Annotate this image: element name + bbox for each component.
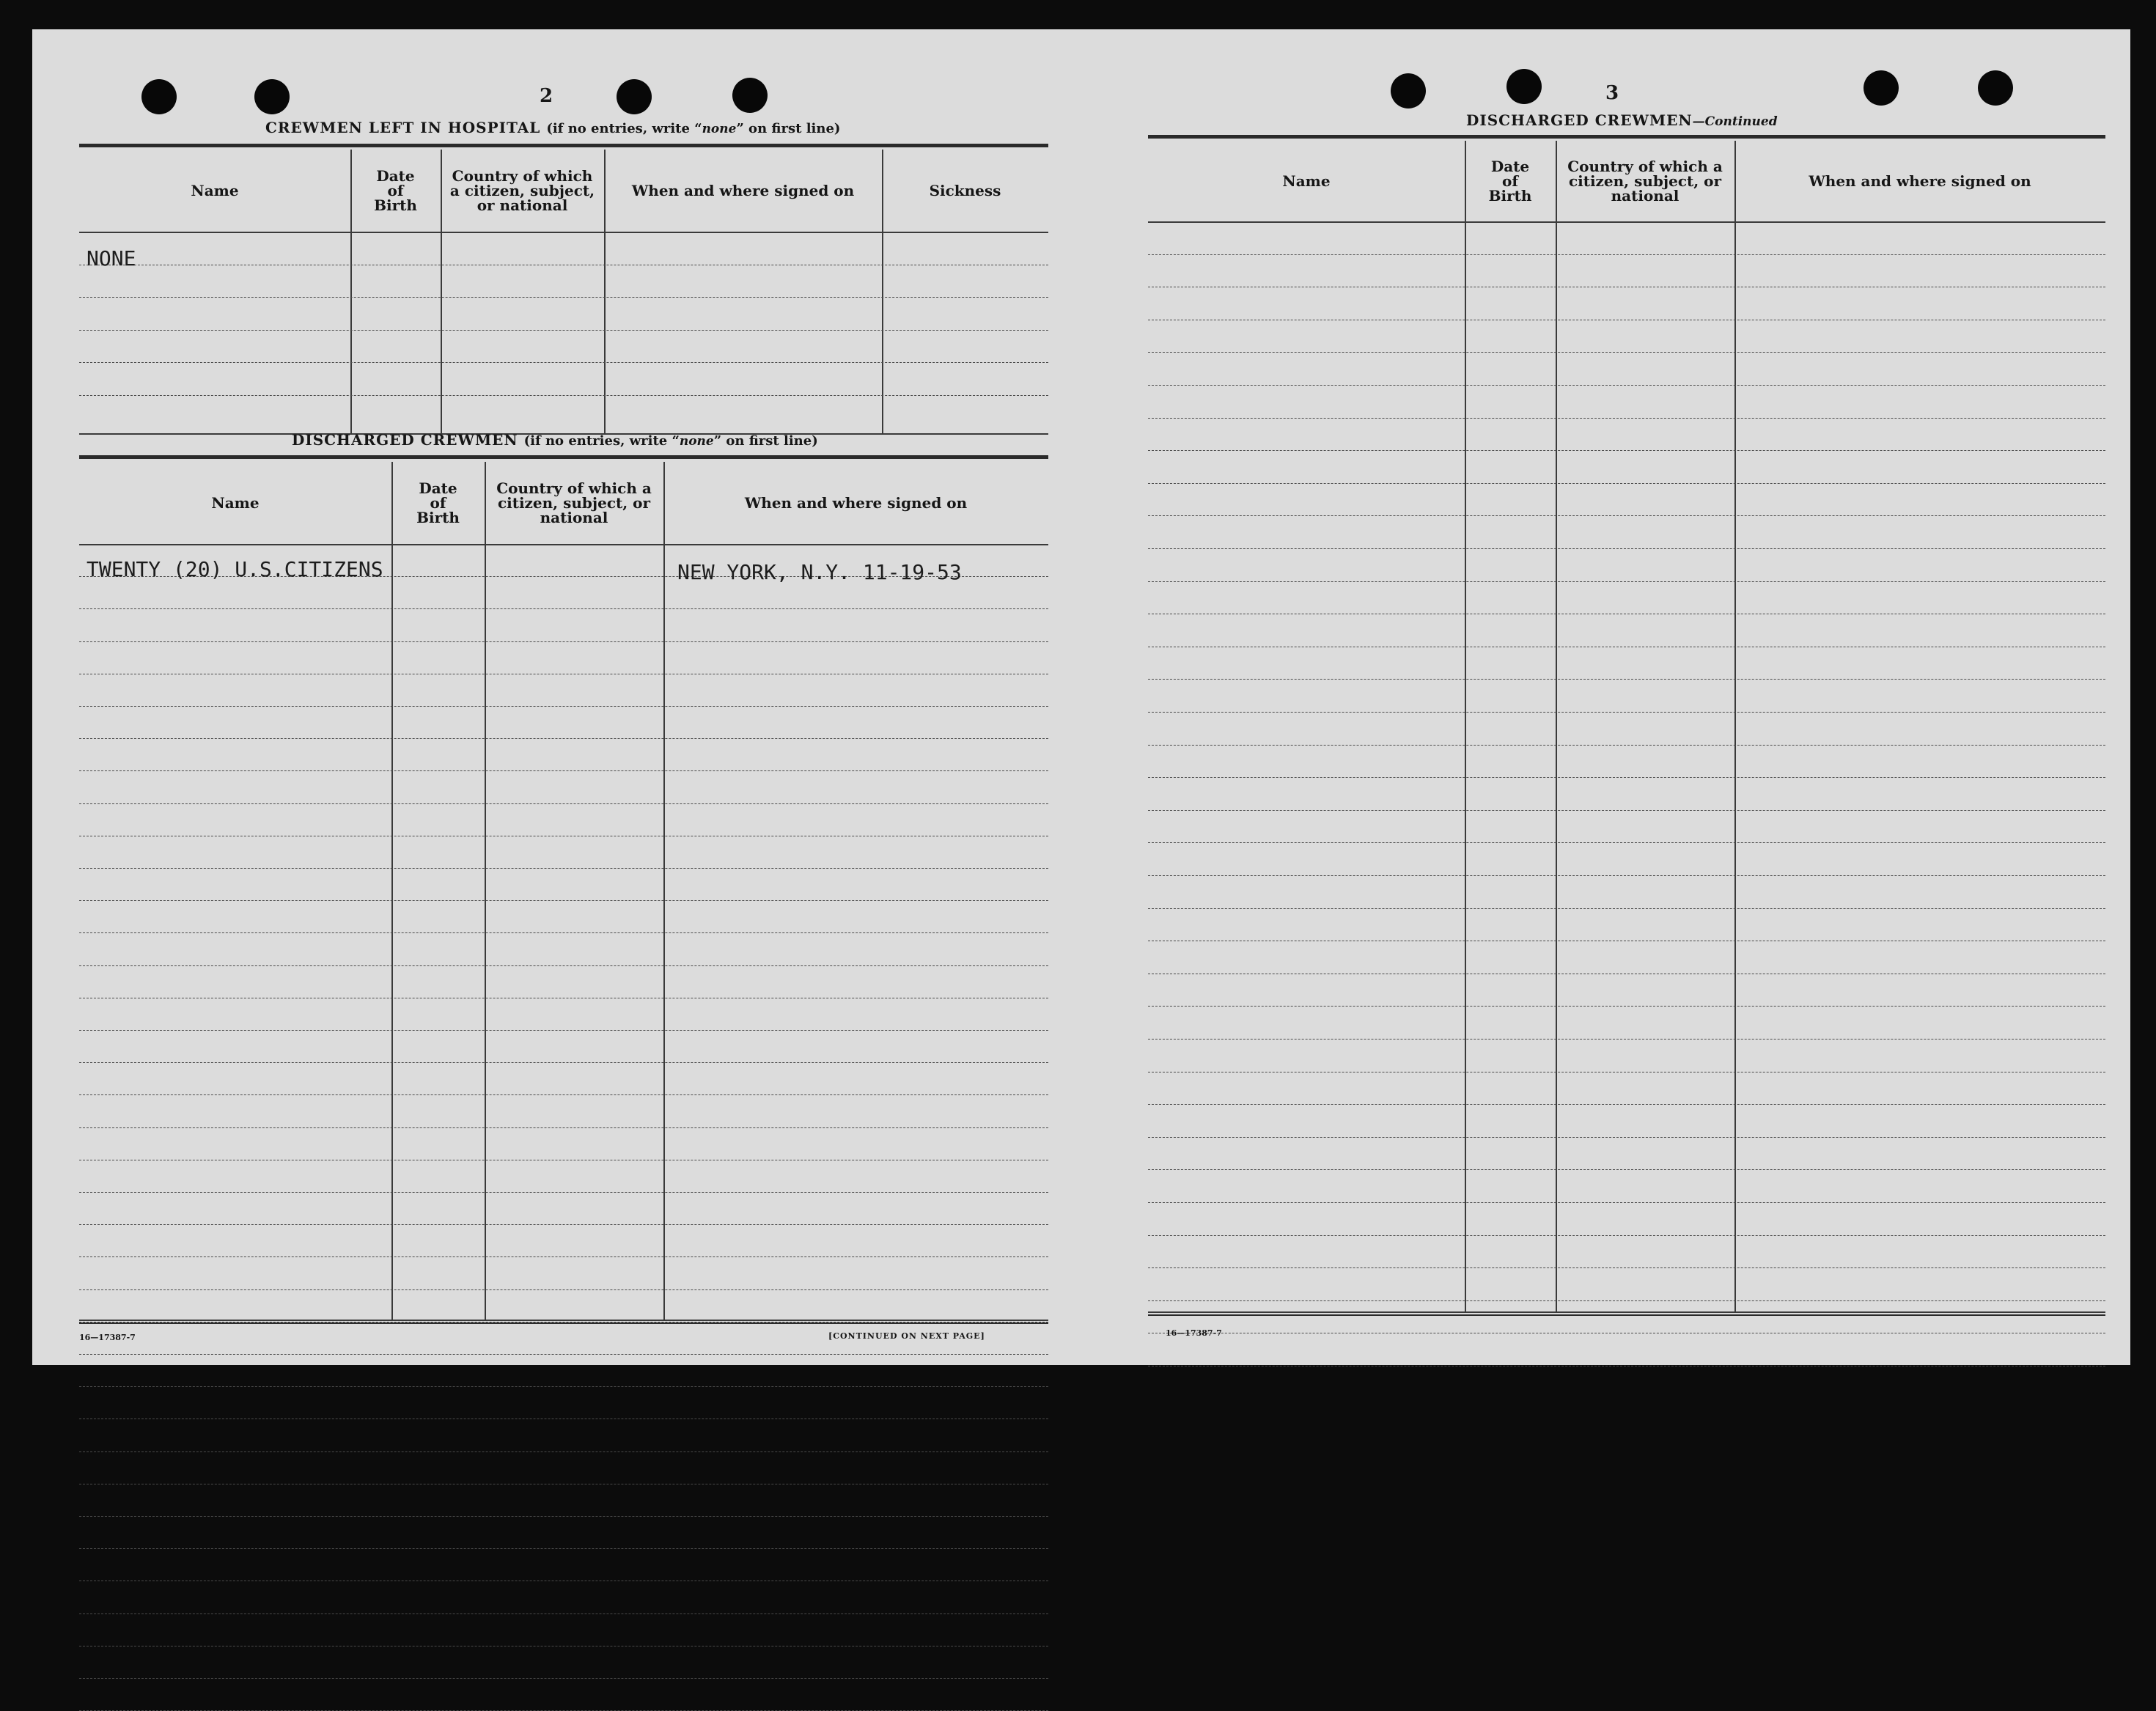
ruled-row-line [79, 803, 1048, 804]
header-date-of-birth: Date of Birth [374, 167, 417, 214]
punch-hole [254, 79, 290, 114]
ruled-row-line [79, 1192, 1048, 1193]
ruled-row-line [79, 1030, 1048, 1031]
header-name: Name [211, 494, 260, 512]
ruled-row-line [79, 1678, 1048, 1679]
ruled-row-line [1148, 1235, 2105, 1236]
ruled-row-line [1148, 842, 2105, 843]
discharged-top-rule [79, 455, 1048, 459]
ruled-row-line [79, 1548, 1048, 1549]
ruled-row-line [79, 738, 1048, 739]
ruled-row-line [1148, 548, 2105, 549]
ruled-row-line [1148, 418, 2105, 419]
hospital-section-title [265, 119, 840, 136]
right-section-title [1466, 111, 1778, 129]
right-bottom-rule [1148, 1314, 2105, 1316]
ruled-row-line [79, 297, 1048, 298]
punch-hole [1391, 73, 1426, 108]
discharged-table [79, 462, 1048, 1321]
ruled-row-line [1148, 875, 2105, 876]
column-divider [1465, 141, 1466, 1311]
header-date-of-birth: Date of Birth [416, 479, 460, 526]
ruled-row-line [79, 608, 1048, 609]
header-name: Name [191, 182, 239, 199]
discharged-section-title [292, 431, 818, 449]
discharged-title-text: DISCHARGED CREWMEN [292, 431, 518, 449]
instruction-text: ” on first line) [713, 433, 818, 449]
discharged-instruction [524, 433, 818, 449]
ruled-row-line [79, 1451, 1048, 1452]
ruled-row-line [1148, 908, 2105, 909]
ruled-row-line [79, 641, 1048, 642]
ruled-row-line [1148, 777, 2105, 778]
header-country: Country of which a citizen, subject, or national [449, 167, 595, 214]
punch-hole [617, 79, 652, 114]
hospital-instruction [546, 121, 840, 136]
header-date-of-birth: Date of Birth [1488, 158, 1532, 205]
ruled-row-line [1148, 1169, 2105, 1170]
ruled-row-line [79, 932, 1048, 933]
ruled-row-line [79, 1094, 1048, 1095]
ruled-row-line [79, 1256, 1048, 1257]
ruled-row-line [79, 868, 1048, 869]
page-number-left: 2 [540, 85, 553, 107]
right-title-suffix: —Continued [1692, 114, 1778, 129]
column-divider [1556, 141, 1557, 1311]
ruled-row-line [1148, 712, 2105, 713]
ruled-row-line [1148, 1137, 2105, 1138]
discharged-bottom-rule [79, 1322, 1048, 1324]
ruled-row-line [1148, 679, 2105, 680]
right-top-rule [1148, 135, 2105, 139]
ruled-row-line [1148, 254, 2105, 255]
header-signed-on: When and where signed on [631, 182, 855, 199]
punch-hole [1863, 70, 1899, 106]
ruled-row-line [79, 395, 1048, 396]
ruled-row-line [79, 1127, 1048, 1128]
punch-hole [141, 79, 177, 114]
punch-hole [1506, 69, 1542, 104]
header-signed-on: When and where signed on [1809, 172, 2031, 190]
ruled-row-line [79, 900, 1048, 901]
ruled-row-line [1148, 1300, 2105, 1301]
ruled-row-line [79, 362, 1048, 363]
ruled-row-line [79, 1062, 1048, 1063]
manifest-sheet [32, 29, 2130, 1365]
ruled-row-line [79, 770, 1048, 771]
ruled-row-line [79, 1224, 1048, 1225]
ruled-row-line [79, 1354, 1048, 1355]
right-discharged-table [1148, 141, 2105, 1313]
header-signed-on: When and where signed on [744, 494, 968, 512]
header-country: Country of which a citizen, subject, or national [496, 479, 652, 526]
ruled-row-line [1148, 483, 2105, 484]
right-title-text: DISCHARGED CREWMEN [1466, 111, 1693, 129]
hospital-table [79, 150, 1048, 435]
punch-hole [732, 78, 768, 113]
instruction-text: ” on first line) [736, 121, 841, 136]
ruled-row-line [1148, 745, 2105, 746]
ruled-row-line [1148, 1104, 2105, 1105]
ruled-row-line [79, 1386, 1048, 1387]
header-name: Name [1282, 172, 1331, 190]
instruction-emphasis: none [702, 122, 737, 136]
ruled-row-line [1148, 515, 2105, 516]
column-divider [663, 462, 665, 1320]
form-number-right: 16—17387-7 [1166, 1328, 1222, 1338]
instruction-emphasis: none [679, 434, 714, 449]
discharged-entry-name: TWENTY (20) U.S.CITIZENS [87, 557, 383, 581]
instruction-text: (if no entries, write “ [546, 121, 702, 136]
hospital-entry-name: NONE [87, 246, 136, 271]
punch-hole [1978, 70, 2013, 106]
hospital-top-rule [79, 144, 1048, 147]
column-divider [1734, 141, 1736, 1311]
column-divider [485, 462, 486, 1320]
ruled-row-line [1148, 1202, 2105, 1203]
ruled-row-line [1148, 1267, 2105, 1268]
column-divider [391, 462, 393, 1320]
ruled-row-line [1148, 352, 2105, 353]
form-number-left: 16—17387-7 [79, 1333, 136, 1342]
ruled-row-line [79, 330, 1048, 331]
continued-note: [CONTINUED ON NEXT PAGE] [828, 1331, 985, 1341]
ruled-row-line [1148, 1039, 2105, 1040]
header-country: Country of which a citizen, subject, or national [1567, 158, 1723, 205]
ruled-row-line [79, 965, 1048, 966]
header-sickness: Sickness [929, 182, 1001, 199]
ruled-row-line [1148, 1006, 2105, 1007]
ruled-row-line [79, 706, 1048, 707]
ruled-row-line [1148, 385, 2105, 386]
page-number-right: 3 [1605, 82, 1619, 104]
ruled-row-line [79, 1516, 1048, 1517]
ruled-row-line [1148, 810, 2105, 811]
ruled-row-line [1148, 581, 2105, 582]
hospital-title-text: CREWMEN LEFT IN HOSPITAL [265, 119, 541, 136]
ruled-row-line [79, 1289, 1048, 1290]
discharged-entry-signed-on: NEW YORK, N.Y. 11-19-53 [677, 560, 962, 584]
ruled-row-line [1148, 450, 2105, 451]
instruction-text: (if no entries, write “ [523, 433, 680, 449]
